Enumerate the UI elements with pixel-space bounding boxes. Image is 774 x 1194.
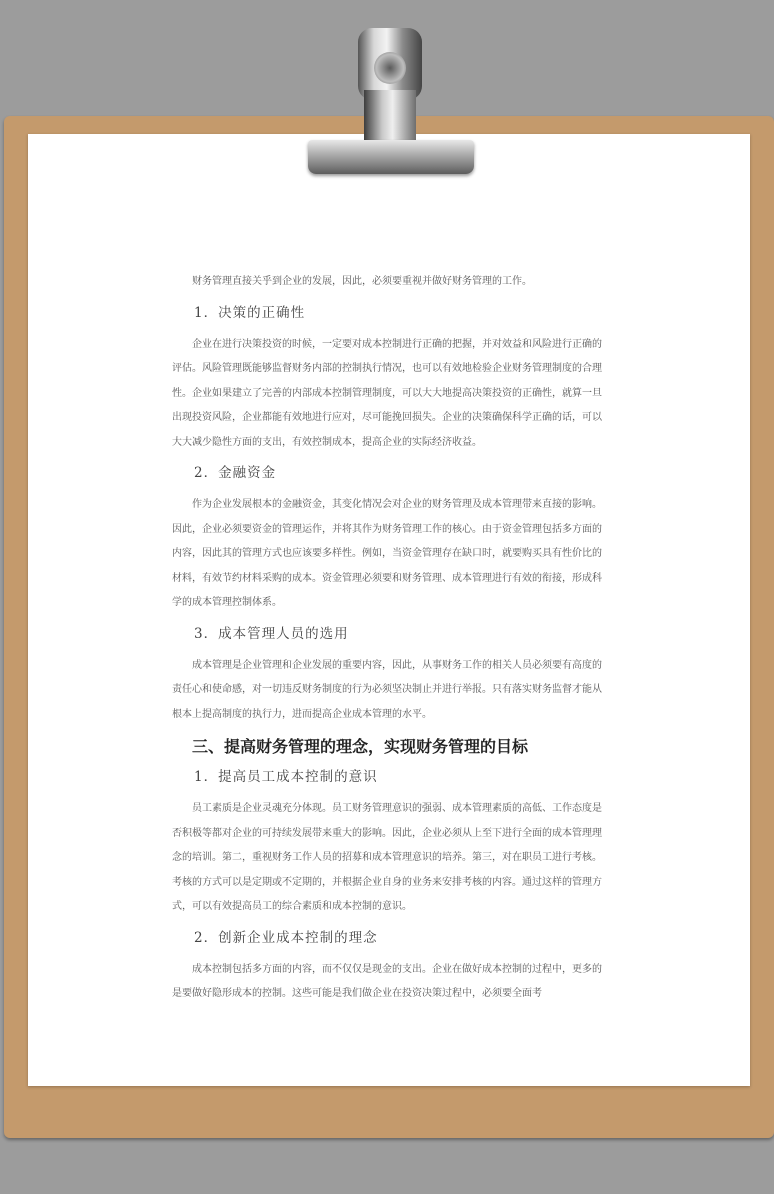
subheading-decision: 1．决策的正确性 <box>194 304 306 321</box>
paragraph: 作为企业发展根本的金融资金，其变化情况会对企业的财务管理及成本管理带来直接的影响。因此，企业必须要资金的管理运作，并将其作为财务管理工作的核心。由于资金管理包括多方面的内容，因此其的管理方式也应该要多样性。例如，当资金管理存在缺口时，就要购买具有性价比的材料，有效节约材料采购的成本。资金管理必须要和财务管理、成本管理进行有效的衔接，形成科学的成本管理控制体系。 <box>172 499 602 608</box>
binder-clip-plate <box>308 140 474 174</box>
paragraph: 财务管理直接关乎到企业的发展，因此，必须要重视并做好财务管理的工作。 <box>192 276 532 287</box>
subheading-personnel: 3．成本管理人员的选用 <box>194 625 349 642</box>
paragraph: 成本控制包括多方面的内容，而不仅仅是现金的支出。企业在做好成本控制的过程中，更多的是要做好隐形成本的控制。这些可能是我们做企业在投资决策过程中，必须要全面考 <box>172 963 602 999</box>
binder-clip-hole <box>374 52 406 84</box>
paragraph: 成本管理是企业管理和企业发展的重要内容，因此，从事财务工作的相关人员必须要有高度的责任心和使命感，对一切违反财务制度的行为必须坚决制止并进行举报。只有落实财务监督才能从根本上提高制度的执行力，进而提高企业成本管理的水平。 <box>172 659 602 720</box>
subheading-innovation: 2．创新企业成本控制的理念 <box>194 929 378 946</box>
paragraph: 企业在进行决策投资的时候，一定要对成本控制进行正确的把握，并对效益和风险进行正确的评估。风险管理既能够监督财务内部的控制执行情况，也可以有效地检验企业财务管理制度的合理性。企业如果建立了完善的内部成本控制管理制度，可以大大地提高决策投资的正确性，就算一旦出现投资风险，企业都能有效地进行应对，尽可能挽回损失。企业的决策确保科学正确的话，可以大大减少隐性方面的支出，有效控制成本，提高企业的实际经济收益。 <box>172 338 602 448</box>
subheading-awareness: 1．提高员工成本控制的意识 <box>194 769 378 785</box>
section-heading: 三、提高财务管理的理念，实现财务管理的目标 <box>192 737 529 756</box>
subheading-funds: 2．金融资金 <box>194 465 277 481</box>
document-content <box>172 270 602 1007</box>
paragraph: 员工素质是企业灵魂充分体现。员工财务管理意识的强弱、成本管理素质的高低、工作态度是否积极等都对企业的可持续发展带来重大的影响。因此，企业必须从上至下进行全面的成本管理理念的培训。第二，重视财务工作人员的招募和成本管理意识的培养。第三，对在职员工进行考核。考核的方式可以是定期或不定期的，并根据企业自身的业务来安排考核的内容。通过这样的管理方式，可以有效提高员工的综合素质和成本控制的意识。 <box>172 803 602 912</box>
binder-clip-stem <box>364 90 416 146</box>
